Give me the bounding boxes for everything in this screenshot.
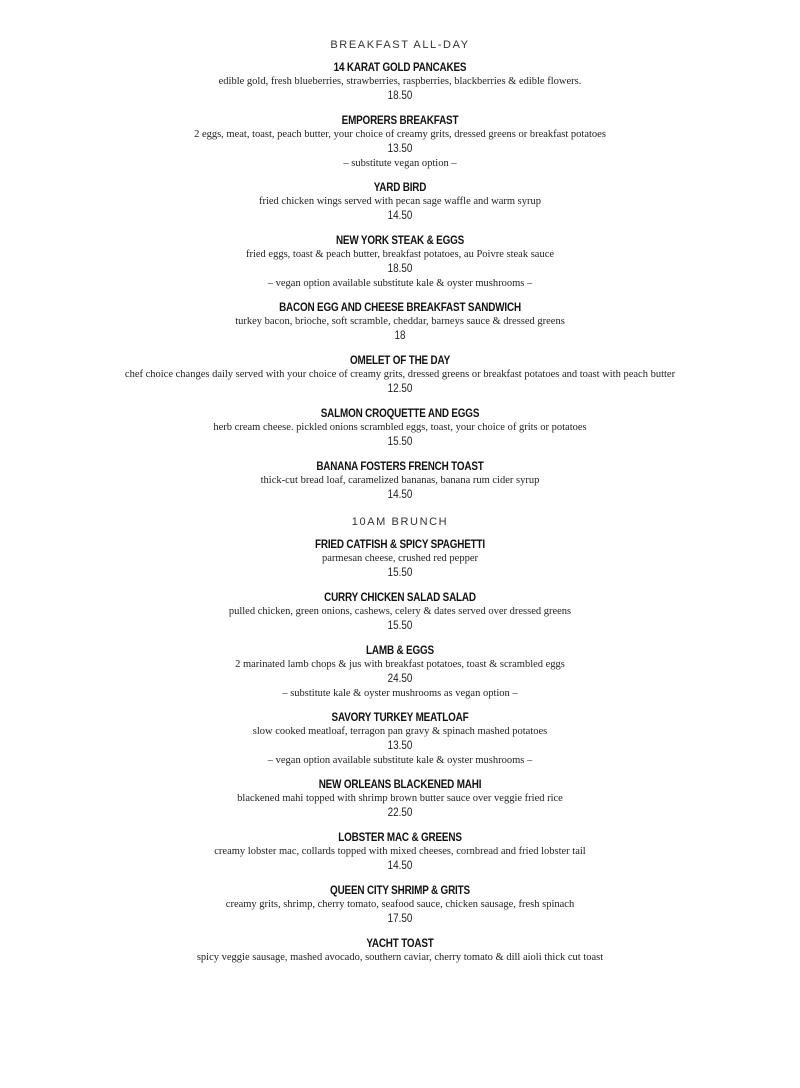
item-name: SALMON CROQUETTE AND EGGS <box>320 408 480 420</box>
item-name: BACON EGG AND CHEESE BREAKFAST SANDWICH <box>279 302 521 314</box>
menu <box>0 38 800 975</box>
menu-item <box>0 407 800 450</box>
item-description: creamy lobster mac, collards topped with mixed cheeses, cornbread and fried lobster tail <box>214 846 586 857</box>
item-name: LAMB & EGGS <box>366 645 434 657</box>
item-description: turkey bacon, brioche, soft scramble, cheddar, barneys sauce & dressed greens <box>235 316 565 327</box>
item-description: creamy grits, shrimp, cherry tomato, seafood sauce, chicken sausage, fresh spinach <box>225 899 575 910</box>
menu-item <box>0 937 800 965</box>
item-description: edible gold, fresh blueberries, strawberries, raspberries, blackberries & edible flowers. <box>218 76 582 87</box>
item-price: 18.50 <box>387 263 413 275</box>
item-note: – vegan option available substitute kale & oyster mushrooms – <box>267 278 533 289</box>
item-name: EMPORERS BREAKFAST <box>341 115 459 127</box>
item-description: 2 eggs, meat, toast, peach butter, your choice of creamy grits, dressed greens or breakfast potatoes <box>194 129 606 140</box>
item-price: 14.50 <box>387 860 413 872</box>
item-description: slow cooked meatloaf, terragon pan gravy & spinach mashed potatoes <box>252 726 548 737</box>
item-name: 14 KARAT GOLD PANCAKES <box>333 62 467 74</box>
item-description: herb cream cheese. pickled onions scrambled eggs, toast, your choice of grits or potatoes <box>213 422 587 433</box>
menu-item <box>0 644 800 701</box>
menu-item <box>0 460 800 503</box>
item-name: YACHT TOAST <box>366 938 434 950</box>
section-title: BREAKFAST ALL-DAY <box>330 39 470 51</box>
menu-item <box>0 711 800 768</box>
item-name: NEW ORLEANS BLACKENED MAHI <box>318 779 482 791</box>
item-description: blackened mahi topped with shrimp brown butter sauce over veggie fried rice <box>237 793 563 804</box>
item-price: 15.50 <box>387 567 413 579</box>
item-note: – substitute kale & oyster mushrooms as vegan option – <box>282 688 518 699</box>
item-name: LOBSTER MAC & GREENS <box>338 832 462 844</box>
item-description: spicy veggie sausage, mashed avocado, southern caviar, cherry tomato & dill aioli thick cut toast <box>196 952 604 963</box>
menu-item <box>0 778 800 821</box>
item-price: 13.50 <box>387 740 413 752</box>
item-price: 14.50 <box>387 210 413 222</box>
menu-section <box>0 38 800 503</box>
menu-item <box>0 301 800 344</box>
item-name: QUEEN CITY SHRIMP & GRITS <box>330 885 470 897</box>
item-name: OMELET OF THE DAY <box>349 355 451 367</box>
item-name: CURRY CHICKEN SALAD SALAD <box>324 592 476 604</box>
menu-item <box>0 538 800 581</box>
item-price: 18 <box>394 330 406 342</box>
item-description: thick-cut bread loaf, caramelized bananas, banana rum cider syrup <box>260 475 540 486</box>
item-description: fried chicken wings served with pecan sage waffle and warm syrup <box>258 196 542 207</box>
item-price: 15.50 <box>387 436 413 448</box>
item-description: pulled chicken, green onions, cashews, celery & dates served over dressed greens <box>228 606 572 617</box>
item-note: – vegan option available substitute kale & oyster mushrooms – <box>267 755 533 766</box>
item-description: fried eggs, toast & peach butter, breakfast potatoes, au Poivre steak sauce <box>245 249 555 260</box>
menu-item <box>0 884 800 927</box>
item-description: 2 marinated lamb chops & jus with breakfast potatoes, toast & scrambled eggs <box>235 659 565 670</box>
menu-section <box>0 515 800 965</box>
item-name: NEW YORK STEAK & EGGS <box>335 235 465 247</box>
item-price: 15.50 <box>387 620 413 632</box>
menu-item <box>0 591 800 634</box>
item-price: 18.50 <box>387 90 413 102</box>
item-name: FRIED CATFISH & SPICY SPAGHETTI <box>315 539 485 551</box>
item-description: chef choice changes daily served with your choice of creamy grits, dressed greens or breakfast potatoes and toast with peach butter <box>124 369 676 380</box>
section-title: 10AM BRUNCH <box>351 516 449 528</box>
menu-item <box>0 114 800 171</box>
menu-item <box>0 61 800 104</box>
item-name: BANANA FOSTERS FRENCH TOAST <box>316 461 484 473</box>
item-price: 12.50 <box>387 383 413 395</box>
menu-item <box>0 831 800 874</box>
item-price: 22.50 <box>387 807 413 819</box>
menu-item <box>0 354 800 397</box>
item-name: YARD BIRD <box>373 182 427 194</box>
item-price: 14.50 <box>387 489 413 501</box>
item-name: SAVORY TURKEY MEATLOAF <box>331 712 469 724</box>
menu-item <box>0 181 800 224</box>
item-price: 24.50 <box>387 673 413 685</box>
menu-item <box>0 234 800 291</box>
item-price: 17.50 <box>387 913 413 925</box>
item-note: – substitute vegan option – <box>343 158 457 169</box>
item-description: parmesan cheese, crushed red pepper <box>322 553 478 564</box>
item-price: 13.50 <box>387 143 413 155</box>
